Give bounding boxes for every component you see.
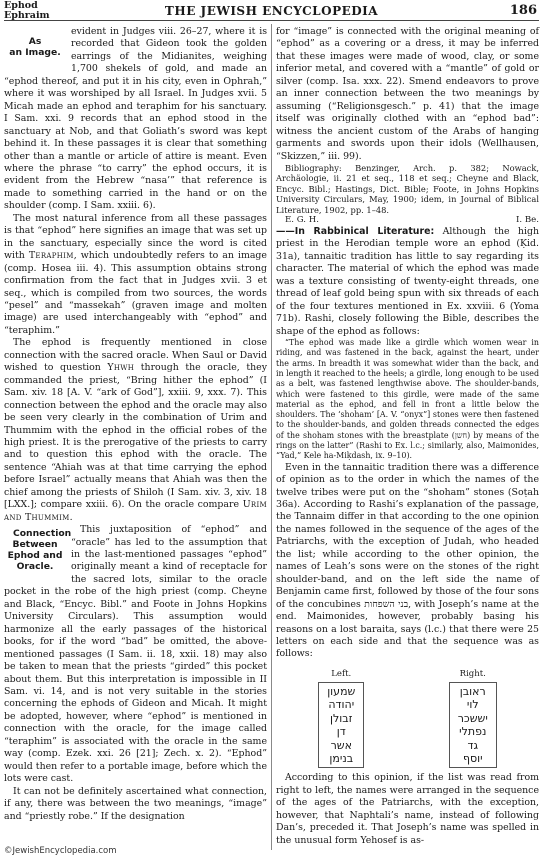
bibliography: Bibliography: Benzinger, Arch. p. 382; Nowack, Archäologie, ii. 21 et seq., 118 et seq.; Cheyne and Black, Encyc. Bibl.; Hastings, Dict. Bible; Foote, in Johns Hopkins University Circulars, May, 1900; idem, in Journal of Biblical Literature, 1902, pp. 1–48. [276, 162, 539, 215]
paragraph: It can not be definitely ascertained what connection, if any, there was between the two meanings, “image” and “priestly robe.” If the designation [4, 785, 267, 822]
cross-reference[interactable]: Urim and Thummim [4, 499, 267, 523]
column-label: Right. [459, 668, 486, 679]
paragraph: The ephod is frequently mentioned in close connection with the sacred oracle. When Saul or David wished to question Yhwh through the oracle, they commanded the priest, “Bring hither the ephod” (I Sam. xiv. 18 [A. V. “ark of God”], xxiii. 9, xxx. 7). This connection between the ephod and the oracle may also be seen very clearly in the combination of Urim and Thummim with the ephod in the official robes of the high priest. It is the prerogative of the priests to carry and to question this ephod with the oracle. The sentence “Ahiah was at that time carrying the ephod before Israel” actually means that Ahiah was then the chief among the priests of Shiloh (I Sam. xiv. 3, xiv. 18 [LXX.]; compare xxiii. 6). On the oracle compare Urim and Thummim. [4, 337, 267, 523]
initials-right: I. Be. [516, 215, 539, 226]
side-heading-connection: Connection Between Ephod and Oracle. [7, 528, 72, 573]
rashi-quotation: “The ephod was made like a girdle which women wear in riding, and was fastened in the back, against the heart, under the arms. In breadth it was somewhat wider than the back, and in length it reached to the heels; a girdle, long enough to be used as a belt, was fastened lengthwise above. The shoulder-bands, which were fastened to this girdle, were made of the same material as the ephod, and fell in front a little below the shoulders. The ‘shoham’ [A. V. “onyx”] stones were then fastened to the shoulder-bands, and golden threads connected the edges of the shoham stones with the breastplate (חשן) by means of the rings on the latter” (Rashi to Ex. l.c.; similarly, also, Maimonides, “Yad,” Kele ha-Miḳdash, ix. 9–10). [276, 338, 539, 461]
tribe-name: אשר [330, 738, 352, 752]
tribe-name: יהודה [328, 698, 355, 712]
tribe-name: שמעון [327, 684, 356, 698]
initials-left: E. G. H. [285, 215, 319, 226]
paragraph: ——In Rabbinical Literature: Although the high priest in the Herodian temple wore an ephod (Ḳid. 31a), tannaitic tradition has little to say regarding its character. The material of which the ephod was made was a texture consisting of twenty-eight threads, one thread of leaf gold being spun with six threads of each of the four textures mentioned in Ex. xxviii. 6 (Yoma 71b). Rashi, closely following the Bible, describes the shape of the ephod as follows: [276, 226, 539, 337]
column-label: Left. [331, 668, 352, 679]
name-list [318, 682, 364, 768]
tribe-name: יששכר [457, 711, 488, 725]
cross-reference[interactable]: Teraphim [28, 250, 74, 262]
paragraph: According to this opinion, if the list was read from right to left, the names were arranged in the sequence of the ages of the Patriarchs, with the exception, however, that Naphtali’s name, instead of following Dan’s, preceded it. That Joseph’s name was spelled in the unusual form Yehosef is as- [276, 772, 539, 846]
running-head-first: Ephod [4, 0, 38, 11]
paragraph: Even in the tannaitic tradition there was a difference of opinion as to the order in which the names of the twelve tribes were put on the “shoham” stones (Soṭah 36a). According to Rashi’s explanation of the passage, the Tannaim differ in that according to the one opinion the names followed in the sequence of the ages of the Patriarchs, with the exception of Judah, who headed the list; while according to the other opinion, the names of Leah’s sons were on the stones of the right shoulder-band, and on the left side the name of Benjamin came first, followed by those of the four sons of the concubines בני השפחות, with Joseph’s name at the end. Maimonides, however, probably basing his reasons on a lost baraita, says (l.c.) that there were 25 letters on each side and that the sequence was as follows: [276, 461, 539, 660]
name-list [449, 682, 497, 768]
running-head-second: Ephraim [4, 10, 50, 21]
paragraph: As an Image. evident in Judges viii. 26–27, where it is recorded that Gideon took the golden earrings of the Midianites, weighing 1,700 shekels of gold, and made an “ephod thereof, and put it in his city, even in Ophrah,” where it was worshiped by all Israel. In Judges xvii. 5 Micah made an ephod and teraphim for his sanctuary. I Sam. xxi. 9 records that an ephod stood in the sanctuary at Nob, and that Goliath’s sword was kept behind it. In these passages it is clear that something other than a mantle or article of attire is meant. Even where the phrase “to carry” the ephod occurs, it is evident from the Hebrew “nasa’” that reference is made to something carried in the hand or on the shoulder (comp. I Sam. xxiii. 6). [4, 26, 267, 212]
tribe-name: ראובן [459, 684, 486, 698]
left-shoulder-column [318, 669, 364, 768]
paragraph: Connection Between Ephod and Oracle. This juxtaposition of “ephod” and “oracle” has led to the assumption that in the last-mentioned passages “ephod” originally meant a kind of receptacle for the sacred lots, similar to the oracle pocket in the robe of the high priest (comp. Cheyne and Black, “Encyc. Bibl.” and Foote in Johns Hopkins University Circulars). This assumption would harmonize all the early passages of the historical books, for if the word “bad” be omitted, the above-mentioned passages (I Sam. ii. 18, xxii. 18) may also be taken to mean that the priests “girded” this pocket about them. But this interpretation is impossible in II Sam. vi. 14, and is not very suitable in the stories concerning the ephods of Gideon and Micah. It might be adopted, however, where “ephod” is mentioned in connection with the oracle, for the image called “teraphim” is associated with the oracle in the same way (comp. Ezek. xxi. 26 [21]; Zech. x. 2). “Ephod” would then refer to a portable image, before which the lots were cast. [4, 524, 267, 785]
tribe-names-table [276, 669, 539, 768]
tribe-name: יוסף [462, 751, 483, 765]
page-number: 186 [509, 3, 537, 18]
tribe-name: בנימן [329, 751, 354, 765]
tribe-name: גד [467, 738, 479, 752]
page-header [0, 0, 543, 24]
right-column [276, 26, 539, 847]
section-heading: ——In Rabbinical Literature: [276, 226, 435, 238]
tribe-name: נפתלי [459, 725, 487, 739]
header-rule [4, 20, 539, 21]
tribe-name: לוי [466, 698, 479, 712]
copyright-footer: ©JewishEncyclopedia.com [4, 846, 117, 856]
column-divider [271, 24, 272, 850]
paragraph: The most natural inference from all these passages is that “ephod” here signifies an image that was set up in the sanctuary, especially since the word is cited with Teraphim, which undoubtedly refers to an image (comp. Hosea iii. 4). This assumption obtains strong confirmation from the fact that in Judges xvii. 3 et seq., which is compiled from two sources, the words “pesel” and “massekah” (graven image and molten image) are used interchangeably with “ephod” and “teraphim.” [4, 212, 267, 336]
cross-reference: Yhwh [107, 362, 135, 374]
paragraph: for “image” is connected with the original meaning of “ephod” as a covering or a dress, it may be inferred that these images were made of wood, clay, or some inferior metal, and covered with a “mantle” of gold or silver (comp. Isa. xxx. 22). Smend endeavors to prove an inner connection between the two meanings by assuming (“Religionsgesch.” p. 41) that the image itself was originally clothed with an “ephod bad”: witness the ancient custom of the Arabs of hanging garments and swords upon their idols (Wellhausen, “Skizzen,” iii. 99). [276, 26, 539, 162]
left-column [4, 26, 267, 823]
encyclopedia-title: THE JEWISH ENCYCLOPEDIA [164, 4, 379, 18]
right-shoulder-column [449, 669, 497, 768]
side-heading-as-an-image: As an Image. [9, 36, 61, 58]
author-signature [276, 215, 539, 226]
tribe-name: זבולן [330, 711, 353, 725]
tribe-name: דן [336, 725, 346, 739]
